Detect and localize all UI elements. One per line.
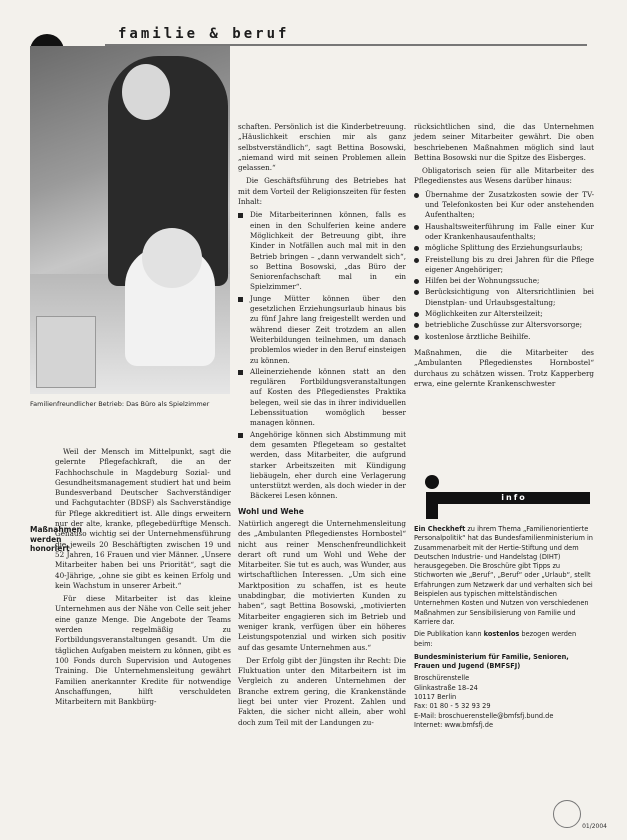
info-web: Internet: www.bmfsfj.de (414, 720, 494, 729)
benefit-list (238, 210, 406, 501)
info-lead: Ein Checkheft (414, 525, 466, 533)
obligatory-list (414, 190, 594, 342)
list-item: Übernahme der Zusatzkosten sowie der TV- und Telefonkosten bei Kur oder anstehenden Aufenthalten; (414, 190, 594, 221)
column-2 (238, 122, 406, 731)
list-item: Angehörige können sich Abstimmung mit dem gesamten Pflegeteam so gestaltet werden, dass Mitarbeiter, die aufgrund starker Arbeitszeiten mit Kündigung liebäugeln, eher durch eine Verlagerung unterstützt werden, als doch wieder in der Bäckerei Lesen können. (238, 430, 406, 502)
list-item: Alleinerziehende können statt an den regulären Fortbildungsveranstaltungen auf Kosten des Pflegedienstes Praktika belegen, weil sie das in ihrer individuellen Lebenssituation womöglich besser managen können. (238, 367, 406, 429)
info-address-line: Broschürenstelle (414, 674, 470, 683)
paragraph: rücksichtlichen sind, die das Unternehmen jedem seiner Mitarbeiter gewährt. Die oben beschriebenen Maßnahmen möglich sind laut Bettina Bosowski nur die Spitze des Eisberges. (414, 122, 594, 162)
info-box (414, 475, 594, 730)
paragraph: schaften. Persönlich ist die Kinderbetreuung. „Häuslichkeit erschien mir als ganz selbstverständlich“, sagt Bettina Bosowski, „niemand wird mit seinen Problemen allein gelassen.“ (238, 122, 406, 173)
info-address-line: Glinkastraße 18–24 (414, 683, 478, 692)
info-label: info (438, 492, 590, 504)
paragraph: Für diese Mitarbeiter ist das kleine Unternehmen aus der Nähe von Celle seit jeher eine ganze Menge. Die Angebote der Teams werden regelmäßig zu Fortbildungsveranstaltungen gesandt. Um die täglichen Aufgaben meistern zu können, gibt es 100 Fonds durch Supervision und Autogenes Training. Die Unternehmensleitung gewährt Familien anerkannter Kredite für notwendige Anschaffungen, hilft verschuldeten Mitarbeitern mit Bankbürg- (55, 594, 231, 707)
list-item: mögliche Splittung des Erziehungsurlaubs; (414, 243, 594, 253)
info-phone: Fax: 01 80 - 5 32 93 29 (414, 702, 491, 711)
paragraph: Natürlich angeregt die Unternehmensleitung des „Ambulanten Pflegedienstes Hornbostel“ nicht aus reiner Menschenfreundlichkeit derart oft rund um Wohl und Wehe der Mitarbeiter. Sie tut es auch, was Wunder, aus wirtschaftlichen Interessen. „Um sich eine Marktposition zu schaffen, ist es heute unabdingbar, die motivierten Kunden zu haben“, sagt Bettina Bosowski, „motivierten Mitarbeiter engagieren sich im Betrieb und weniger krank, verfügen über ein höheres Leistungspotenzial und wirken sich positiv auf das gesamte Unternehmen aus.“ (238, 518, 406, 652)
list-item: Möglichkeiten zur Altersteilzeit; (414, 309, 594, 319)
paragraph: Der Erfolg gibt der Jüngsten ihr Recht: Die Fluktuation unter den Mitarbeitern ist im Vergleich zu anderen Unternehmen der Branche extrem gering, die Krankenstände liegt bei unter vier Prozent. Zahlen und Fakten, die sicher nicht allein, aber wohl doch zum Teil mit der Landungen zu- (238, 655, 406, 727)
paragraph: Die Geschäftsführung des Betriebes hat mit dem Vorteil der Religionszeiten für festen Inhalt: (238, 176, 406, 207)
subheading: Wohl und Wehe (238, 506, 304, 516)
list-item: Haushaltsweiterführung im Falle einer Kur oder Krankenhausaufenthalts; (414, 222, 594, 243)
list-item: Junge Mütter können über den gesetzlichen Erziehungsurlaub hinaus bis zu fünf Jahre lang freigestellt werden und während dieser Zeit trotzdem an allen Weiterbildungen teilnehmen, um danach problemlos wieder in den Beruf einsteigen zu können. (238, 294, 406, 366)
column-1 (55, 447, 231, 710)
info-org: Bundesministerium für Familie, Senioren, Frauen und Jugend (BMFSFJ) (414, 652, 569, 671)
section-title: familie & beruf (118, 26, 290, 42)
paragraph: Weil der Mensch im Mittelpunkt, sagt die gelernte Pflegefachkraft, die an der Fachhochschule in Magdeburg Sozial- und Gesundheitsmanagement studiert hat und beim Bundesverband Deutscher Sachverständiger und Fachgutachter (BDSF) als Sachverständige für Pflege akkreditiert ist. Alle dings erweitern nur der alte, kranke, pflegebedürftige Mensch. Genauso wichtig sei der Unternehmensführung die jeweils 20 Beschäftigten zwischen 19 und 52 Jahren, 16 Frauen und vier Männer. „Unsere Mitarbeiter haben bei uns Priorität“, sagt die 40-Jährige, „ohne sie gibt es keinen Erfolg und kein Wachstum in unserer Arbeit.“ (55, 447, 231, 590)
list-item: betriebliche Zuschüsse zur Altersvorsorge; (414, 320, 594, 330)
info-body: zu ihrem Thema „Familienorientierte Personalpolitik“ hat das Bundesfamilienministerium in Zusammenarbeit mit der Hertie-Stiftung und dem Deutschen Industrie- und Handelstag (DIHT) herausgegeben. Die Broschüre gibt Tipps zu Stichworten wie „Beruf“, „Beruf“ oder „Urlaub“, stellt Erfahrungen zum Netzwerk dar und verhalten sich bei Beispielen aus typischen mittelständischen Unternehmen Kosten und Nutzen von verschiedenen Maßnahmen zur Sensibilisierung von Familie und Karriere dar. (414, 525, 593, 626)
issue-number: 01/2004 (582, 823, 607, 830)
list-item: kostenlose ärztliche Beihilfe. (414, 332, 594, 342)
photo-caption: Familienfreundlicher Betrieb: Das Büro als Spielzimmer (30, 400, 210, 408)
info-text: Ein Checkheft zu ihrem Thema „Familienorientierte Personalpolitik“ hat das Bundesfamilienministerium in Zusammenarbeit mit der Hertie-Stiftung und dem Deutschen Industrie- und Handelstag (DIHT) herausgegeben. Die Broschüre gibt Tipps zu Stichworten wie „Beruf“, „Beruf“ oder „Urlaub“, stellt Erfahrungen zum Netzwerk dar und verhalten sich bei Beispielen aus typischen mittelständischen Unternehmen Kosten und Nutzen von verschiedenen Maßnahmen zur Sensibilisierung von Familie und Karriere dar. Die Publikation kann kostenlos bezogen werden beim: Bundesministerium für Familie, Senioren, Frauen und Jugend (BMFSFJ) Broschürenstelle Glinkastraße 18–24 10117 Berlin Fax: 01 80 - 5 32 93 29 E-Mail: broschuerenstelle@bmfsfj.bund.de Internet: www.bmfsfj.de (414, 525, 593, 729)
list-item: Die Mitarbeiterinnen können, falls es einen in den Schulferien keine andere Möglichkeit der Betreuung gibt, ihre Kinder in Notfällen auch mal mit in den Betrieb bringen – „dann verwandelt sich“, so Bettina Bosowski, „das Büro der Seniorenfachschaft mal in ein Spielzimmer“. (238, 210, 406, 292)
stamp-seal (553, 800, 581, 828)
paragraph: Maßnahmen, die die Mitarbeiter des „Ambulanten Pflegedienstes Hornbostel“ durchaus zu schätzen wissen. Trotz Kapperberg erwa, eine gelernte Krankenschwester (414, 347, 594, 388)
list-item: Berücksichtigung von Altersrichtlinien bei Dienstplan- und Urlaubsgestaltung; (414, 287, 594, 308)
margin-heading: Maßnahmen werden honoriert (30, 523, 92, 556)
list-item: Hilfen bei der Wohnungssuche; (414, 276, 594, 286)
list-item: Freistellung bis zu drei Jahren für die Pflege eigener Angehöriger; (414, 255, 594, 276)
info-email: E-Mail: broschuerenstelle@bmfsfj.bund.de (414, 711, 554, 720)
article-photo (30, 46, 230, 394)
paragraph: Obligatorisch seien für alle Mitarbeiter des Pflegedienstes aus Wesens darüber hinaus: (414, 166, 594, 186)
column-3 (414, 122, 594, 392)
info-address-line: 10117 Berlin (414, 693, 457, 702)
